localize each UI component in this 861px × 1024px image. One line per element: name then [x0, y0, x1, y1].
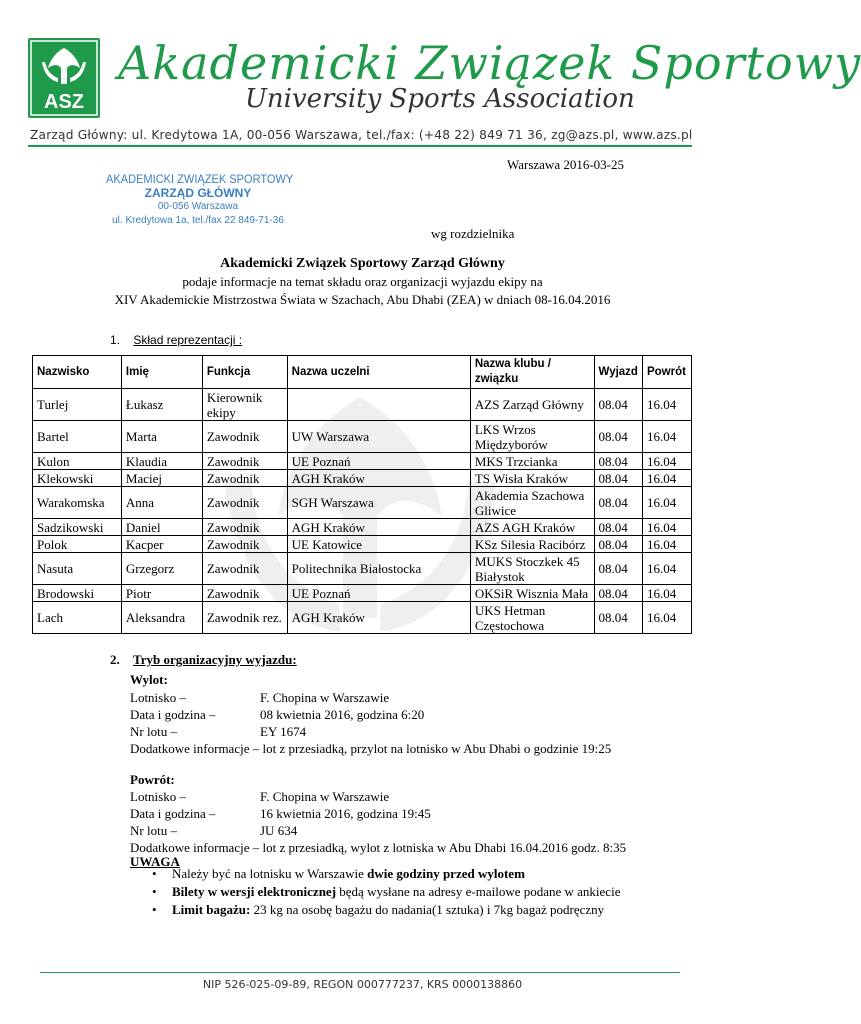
table-row	[33, 519, 692, 536]
document-subheading-2: XIV Akademickie Mistrzostwa Świata w Szachach, Abu Dhabi (ZEA) w dniach 08-16.04.2016	[114, 292, 611, 307]
departure-airport-row	[130, 690, 389, 706]
cell-role: Zawodnik	[202, 536, 287, 553]
return-airport-label: Lotnisko –	[130, 789, 186, 804]
return-datetime: 16 kwietnia 2016, godzina 19:45	[260, 806, 431, 821]
departure-datetime-label: Data i godzina –	[130, 707, 216, 722]
cell-departure: 08.04	[594, 470, 642, 487]
departure-airport-label: Lotnisko –	[130, 690, 186, 705]
cell-club: KSz Silesia Racibórz	[470, 536, 594, 553]
departure-datetime: 08 kwietnia 2016, godzina 6:20	[260, 707, 425, 722]
cell-departure: 08.04	[594, 389, 642, 421]
list-item	[150, 866, 620, 884]
table-row	[33, 453, 692, 470]
document-subheading-1: podaje informacje na temat składu oraz organizacji wyjazdu ekipy na	[182, 274, 543, 289]
return-airport-row	[130, 789, 389, 805]
cell-departure: 08.04	[594, 519, 642, 536]
cell-return: 16.04	[642, 421, 691, 453]
cell-return: 16.04	[642, 453, 691, 470]
cell-departure: 08.04	[594, 453, 642, 470]
cell-return: 16.04	[642, 585, 691, 602]
cell-surname: Kulon	[33, 453, 122, 470]
return-flight-label: Nr lotu –	[130, 823, 177, 838]
notice-list	[150, 866, 620, 920]
cell-first-name: Kacper	[121, 536, 202, 553]
cell-surname: Brodowski	[33, 585, 122, 602]
header-role: Funkcja	[202, 356, 287, 389]
header-university: Nazwa uczelni	[287, 356, 470, 389]
cell-role: Zawodnik	[202, 421, 287, 453]
cell-return: 16.04	[642, 389, 691, 421]
section-2-number: 2.	[110, 652, 120, 667]
document-heading: Akademicki Związek Sportowy Zarząd Główny	[220, 256, 505, 271]
cell-club: LKS Wrzos Międzyborów	[470, 421, 594, 453]
footer-registration: NIP 526-025-09-89, REGON 000777237, KRS 0000138860	[202, 978, 523, 991]
stamp-line-3: 00-056 Warszawa	[157, 201, 239, 212]
section-1-number: 1.	[110, 333, 121, 347]
table-row	[33, 585, 692, 602]
org-title-english: University Sports Association	[245, 84, 635, 114]
list-item	[150, 902, 620, 920]
cell-university: SGH Warszawa	[287, 487, 470, 519]
departure-datetime-row	[130, 707, 424, 723]
section-1-label: Skład reprezentacji :	[133, 333, 243, 347]
cell-role: Zawodnik	[202, 553, 287, 585]
cell-role: Zawodnik	[202, 519, 287, 536]
cell-return: 16.04	[642, 519, 691, 536]
header-surname: Nazwisko	[33, 356, 122, 389]
cell-university: AGH Kraków	[287, 602, 470, 634]
cell-club: AZS Zarząd Główny	[470, 389, 594, 421]
return-airport: F. Chopina w Warszawie	[260, 789, 390, 804]
cell-first-name: Łukasz	[121, 389, 202, 421]
cell-university	[287, 389, 470, 421]
cell-first-name: Maciej	[121, 470, 202, 487]
table-row	[33, 602, 692, 634]
cell-first-name: Aleksandra	[121, 602, 202, 634]
table-row	[33, 470, 692, 487]
cell-club: UKS Hetman Częstochowa	[470, 602, 594, 634]
cell-surname: Warakomska	[33, 487, 122, 519]
cell-return: 16.04	[642, 470, 691, 487]
notice-2-text: będą wysłane na adresy e-mailowe podane w ankiecie	[336, 884, 621, 899]
cell-club: MKS Trzcianka	[470, 453, 594, 470]
table-row	[33, 553, 692, 585]
departure-flight-label: Nr lotu –	[130, 724, 177, 739]
team-roster-table	[32, 355, 692, 634]
cell-first-name: Piotr	[121, 585, 202, 602]
stamp-line-4: ul. Kredytowa 1a, tel./fax 22 849-71-36	[112, 215, 284, 226]
org-title-polish: Akademicki Związek Sportowy	[118, 36, 861, 90]
departure-flight: EY 1674	[260, 724, 307, 739]
cell-return: 16.04	[642, 487, 691, 519]
cell-club: OKSiR Wisznia Mała	[470, 585, 594, 602]
cell-surname: Klekowski	[33, 470, 122, 487]
cell-role: Zawodnik	[202, 453, 287, 470]
cell-university: Politechnika Białostocka	[287, 553, 470, 585]
return-title: Powrót:	[130, 772, 175, 787]
cell-university: UE Poznań	[287, 585, 470, 602]
cell-club: MUKS Stoczkek 45 Białystok	[470, 553, 594, 585]
cell-departure: 08.04	[594, 553, 642, 585]
cell-surname: Lach	[33, 602, 122, 634]
org-address-line: Zarząd Główny: ul. Kredytowa 1A, 00-056 Warszawa, tel./fax: (+48 22) 849 71 36, zg@azs.pl, www.azs.pl	[30, 128, 693, 142]
cell-university: UE Poznań	[287, 453, 470, 470]
cell-club: TS Wisła Kraków	[470, 470, 594, 487]
cell-return: 16.04	[642, 602, 691, 634]
section-1-heading	[110, 333, 242, 347]
cell-departure: 08.04	[594, 585, 642, 602]
cell-role: Zawodnik rez.	[202, 602, 287, 634]
stamp-line-2: ZARZĄD GŁÓWNY	[144, 186, 252, 200]
table-row	[33, 487, 692, 519]
notice-title: UWAGA	[130, 854, 180, 869]
cell-return: 16.04	[642, 536, 691, 553]
cell-surname: Turlej	[33, 389, 122, 421]
section-2-heading	[110, 652, 297, 668]
distribution-note: wg rozdzielnika	[431, 226, 515, 241]
section-2-label: Tryb organizacyjny wyjazdu:	[133, 652, 297, 667]
departure-airport: F. Chopina w Warszawie	[260, 690, 390, 705]
cell-first-name: Daniel	[121, 519, 202, 536]
cell-surname: Bartel	[33, 421, 122, 453]
cell-surname: Nasuta	[33, 553, 122, 585]
return-datetime-label: Data i godzina –	[130, 806, 216, 821]
return-flight: JU 634	[260, 823, 298, 838]
cell-first-name: Klaudia	[121, 453, 202, 470]
cell-role: Zawodnik	[202, 585, 287, 602]
cell-role: Zawodnik	[202, 470, 287, 487]
cell-university: UE Katowice	[287, 536, 470, 553]
cell-departure: 08.04	[594, 421, 642, 453]
departure-flight-row	[130, 724, 306, 740]
table-row	[33, 536, 692, 553]
cell-university: AGH Kraków	[287, 519, 470, 536]
departure-title: Wylot:	[130, 672, 168, 687]
departure-extra-info: Dodatkowe informacje – lot z przesiadką, przylot na lotnisko w Abu Dhabi o godzinie 19:25	[130, 741, 612, 756]
header-departure: Wyjazd	[594, 356, 642, 389]
cell-first-name: Grzegorz	[121, 553, 202, 585]
cell-surname: Sadzikowski	[33, 519, 122, 536]
stamp-line-1: AKADEMICKI ZWIĄZEK SPORTOWY	[106, 172, 294, 186]
notice-3-bold: Limit bagażu:	[172, 902, 251, 917]
document-date: Warszawa 2016-03-25	[507, 157, 624, 172]
cell-club: Akademia Szachowa Gliwice	[470, 487, 594, 519]
cell-first-name: Marta	[121, 421, 202, 453]
footer-divider	[40, 972, 680, 973]
table-row	[33, 389, 692, 421]
cell-departure: 08.04	[594, 487, 642, 519]
cell-club: AZS AGH Kraków	[470, 519, 594, 536]
cell-departure: 08.04	[594, 536, 642, 553]
header-club: Nazwa klubu / związku	[470, 356, 594, 389]
asz-logo	[28, 38, 100, 118]
cell-first-name: Anna	[121, 487, 202, 519]
notice-3-text: 23 kg na osobę bagażu do nadania(1 sztuka) i 7kg bagaż podręczny	[250, 902, 605, 917]
return-extra-info: Dodatkowe informacje – lot z przesiadką, wylot z lotniska w Abu Dhabi 16.04.2016 godz. 8:35	[130, 840, 627, 855]
notice-2-bold: Bilety w wersji elektronicznej	[172, 884, 337, 899]
cell-role: Zawodnik	[202, 487, 287, 519]
return-flight-row	[130, 823, 297, 839]
cell-departure: 08.04	[594, 602, 642, 634]
table-header-row	[33, 356, 692, 389]
cell-university: UW Warszawa	[287, 421, 470, 453]
cell-return: 16.04	[642, 553, 691, 585]
header-return: Powrót	[642, 356, 691, 389]
logo-text: ASZ	[44, 91, 84, 113]
list-item	[150, 884, 620, 902]
notice-1-text: Należy być na lotnisku w Warszawie	[172, 866, 368, 881]
return-datetime-row	[130, 806, 431, 822]
office-stamp	[98, 172, 298, 236]
notice-1-bold: dwie godziny przed wylotem	[367, 866, 525, 881]
header-divider	[28, 145, 692, 147]
cell-surname: Polok	[33, 536, 122, 553]
cell-university: AGH Kraków	[287, 470, 470, 487]
cell-role: Kierownik ekipy	[202, 389, 287, 421]
table-row	[33, 421, 692, 453]
header-first-name: Imię	[121, 356, 202, 389]
